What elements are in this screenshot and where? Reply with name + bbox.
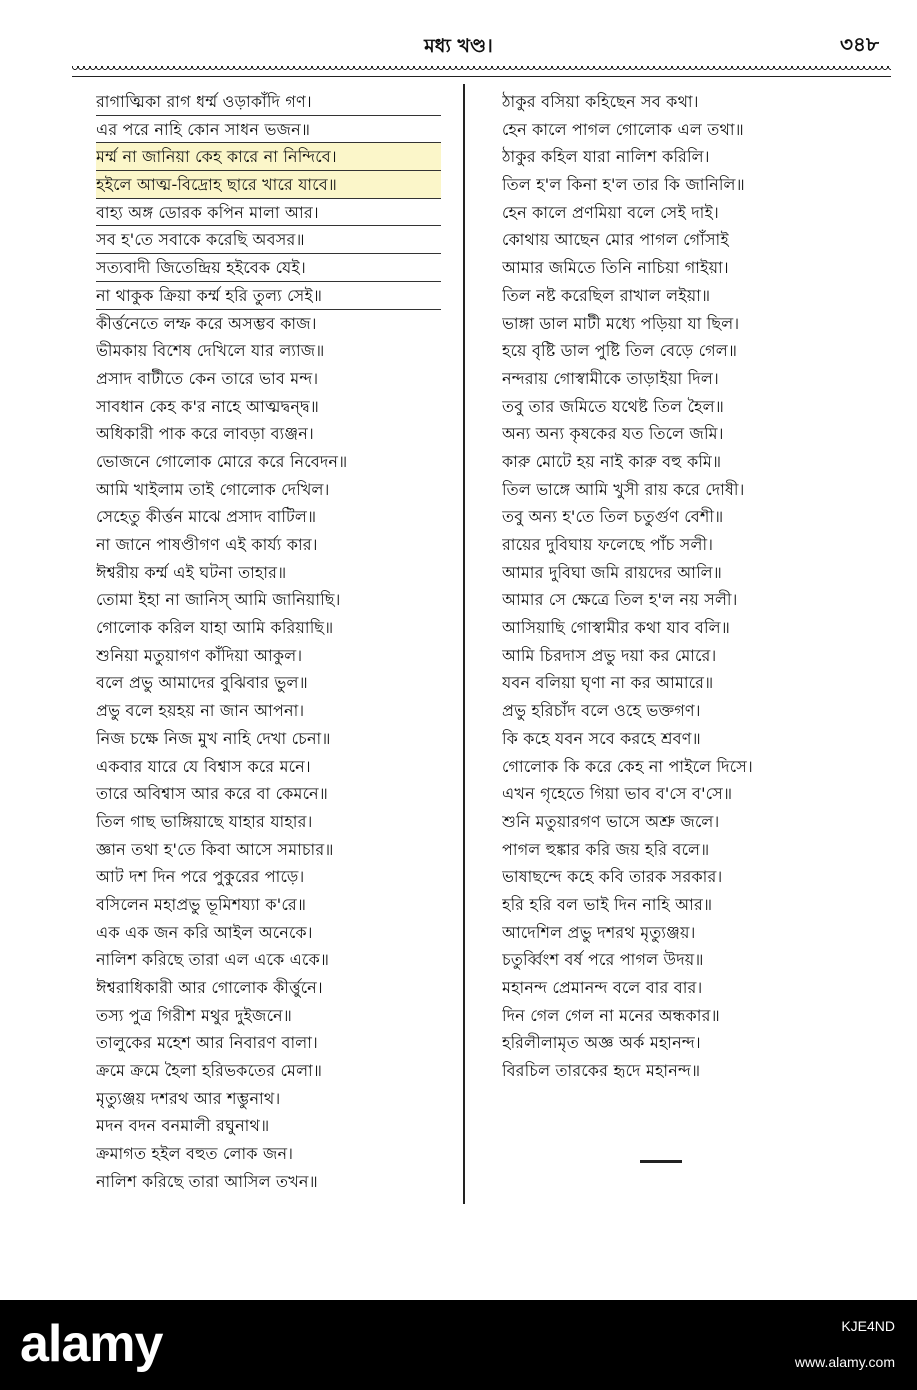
verse-line: তিল নষ্ট করেছিল রাখাল লইয়া॥ — [502, 285, 711, 305]
verse-line: মৃত্যুঞ্জয় দশরথ আর শম্ভুনাথ। — [96, 1088, 281, 1108]
verse-line: প্রভু বলে হয়হয় না জান আপনা। — [96, 701, 305, 721]
verse-line: তোমা ইহা না জানিস্ আমি জানিয়াছি। — [96, 590, 341, 610]
verse-line: আসিয়াছি গোস্বামীর কথা যাব বলি॥ — [502, 618, 730, 638]
verse-line: অধিকারী পাক করে লাবড়া ব্যঞ্জন। — [96, 424, 314, 444]
left-verse-column — [96, 88, 441, 1196]
verse-line: প্রভু হরিচাঁদ বলে ওহে ভক্তগণ। — [502, 701, 701, 721]
verse-line: হেন কালে প্রণমিয়া বলে সেই দাই। — [502, 202, 719, 222]
footer-url: www.alamy.com — [794, 1354, 895, 1370]
verse-line: ভাঙ্গা ডাল মাটী মধ্যে পড়িয়া যা ছিল। — [502, 313, 740, 333]
verse-line: তস্য পুত্র গিরীশ মথুর দুইজনে॥ — [96, 1005, 293, 1025]
header-rule — [72, 76, 891, 77]
verse-line: আদেশিল প্রভু দশরথ মৃত্যুঞ্জয়। — [502, 922, 696, 942]
verse-line: পাগল হুঙ্কার করি জয় হরি বলে॥ — [502, 839, 710, 859]
header-ornament-rule — [72, 66, 891, 74]
verse-line: হয়ে বৃষ্টি ডাল পুষ্টি তিল বেড়ে গেল॥ — [502, 341, 738, 361]
verse-line: না জানে পাষণ্ডীগণ এই কার্য্য কার। — [96, 535, 318, 554]
verse-line: হরিলীলামৃত অজ্ঞ অর্ক মহানন্দ। — [502, 1033, 701, 1053]
verse-line: আমার দুবিঘা জমি রায়দের আলি॥ — [502, 562, 723, 582]
verse-line: নিজ চক্ষে নিজ মুখ নাহি দেখা চেনা॥ — [96, 728, 331, 748]
verse-line: না থাকুক ক্রিয়া কর্ম্ম হরি তুল্য সেই॥ — [96, 282, 441, 310]
verse-line: তবু অন্য হ'তে তিল চতুর্গুণ বেশী॥ — [502, 507, 724, 527]
verse-line: কি কহে যবন সবে করহে শ্রবণ॥ — [502, 728, 701, 748]
verse-line: চতুর্ব্বিংশ বর্ষ পরে পাগল উদয়॥ — [502, 950, 704, 970]
verse-line: রাগাত্মিকা রাগ ধর্ম্ম ওড়াকাঁদি গণ। — [96, 88, 441, 116]
verse-line: প্রসাদ বাটীতে কেন তারে ভাব মন্দ। — [96, 368, 319, 388]
verse-line: আমার সে ক্ষেত্রে তিল হ'ল নয় সলী। — [502, 590, 738, 610]
chapter-end-dash — [640, 1160, 682, 1163]
verse-line: ঠাকুর কহিল যারা নালিশ করিলি। — [502, 147, 710, 167]
page-number: ৩৪৮ — [840, 32, 879, 56]
verse-line: সত্যবাদী জিতেন্দ্রিয় হইবেক যেই। — [96, 254, 441, 282]
verse-line: হইলে আত্ম-বিদ্রোহ ছারে খারে যাবে॥ — [96, 171, 441, 199]
verse-line: কোথায় আছেন মোর পাগল গোঁসাই — [502, 230, 729, 250]
verse-line: নালিশ করিছে তারা আসিল তখন॥ — [96, 1171, 318, 1191]
verse-line: জ্ঞান তথা হ'তে কিবা আসে সমাচার॥ — [96, 839, 334, 859]
verse-line: ভাষাছন্দে কহে কবি তারক সরকার। — [502, 867, 723, 887]
right-verse-column — [502, 88, 862, 1085]
verse-line: দিন গেল গেল না মনের অন্ধকার॥ — [502, 1005, 720, 1025]
verse-line: তালুকের মহেশ আর নিবারণ বালা। — [96, 1033, 318, 1053]
verse-line: বসিলেন মহাপ্রভু ভূমিশয্যা ক'রে॥ — [96, 894, 307, 914]
verse-line: তারে অবিশ্বাস আর করে বা কেমনে॥ — [96, 784, 329, 804]
verse-line: মদন বদন বনমালী রঘুনাথ॥ — [96, 1116, 270, 1136]
verse-line: গোলোক করিল যাহা আমি করিয়াছি॥ — [96, 618, 334, 638]
verse-line: আমার জমিতে তিনি নাচিয়া গাইয়া। — [502, 258, 729, 278]
verse-line: এর পরে নাহি কোন সাধন ভজন॥ — [96, 116, 441, 144]
verse-line: সাবধান কেহ ক'র নাহে আত্মদ্বন্দ্ব॥ — [96, 396, 320, 416]
verse-line: হরি হরি বল ভাই দিন নাহি আর॥ — [502, 894, 713, 914]
verse-line: মহানন্দ প্রেমানন্দ বলে বার বার। — [502, 978, 703, 997]
verse-line: আট দশ দিন পরে পুকুরের পাড়ে। — [96, 867, 305, 887]
verse-line: বিরচিল তারকের হৃদে মহানন্দ॥ — [502, 1061, 701, 1081]
verse-line: নালিশ করিছে তারা এল একে একে॥ — [96, 950, 330, 970]
verse-line: মর্ম্ম না জানিয়া কেহ কারে না নিন্দিবে। — [96, 143, 441, 171]
verse-line: এখন গৃহেতে গিয়া ভাব ব'সে ব'সে॥ — [502, 784, 733, 804]
verse-line: শুনি মতুয়ারগণ ভাসে অশ্রু জলে। — [502, 811, 720, 831]
verse-line: ঈশ্বরাধিকারী আর গোলোক কীর্ত্তুনে। — [96, 978, 323, 997]
verse-line: তিল ভাঙ্গে আমি খুসী রায় করে দোষী। — [502, 479, 745, 499]
verse-line: আমি খাইলাম তাই গোলোক দেখিল। — [96, 479, 330, 499]
verse-line: ভীমকায় বিশেষ দেখিলে যার ল্যাজ॥ — [96, 341, 325, 361]
verse-line: রায়ের দুবিঘায় ফলেছে পাঁচ সলী। — [502, 535, 714, 554]
verse-line: কারু মোটে হয় নাই কারু বহু কমি॥ — [502, 451, 722, 471]
verse-line: তিল হ'ল কিনা হ'ল তার কি জানিলি॥ — [502, 175, 745, 195]
section-title: মধ্য খণ্ড। — [424, 35, 493, 57]
verse-line: কীর্ত্তনেতে লম্ফ করে অসম্ভব কাজ। — [96, 313, 317, 333]
verse-line: যবন বলিয়া ঘৃণা না কর আমারে॥ — [502, 673, 714, 693]
column-divider — [463, 84, 465, 1204]
verse-line: ক্রমে ক্রমে হৈলা হরিভকতের মেলা॥ — [96, 1061, 323, 1081]
verse-line: ভোজনে গোলোক মোরে করে নিবেদন॥ — [96, 451, 348, 471]
verse-line: গোলোক কি করে কেহ না পাইলে দিসে। — [502, 756, 753, 776]
verse-line: একবার যারে যে বিশ্বাস করে মনে। — [96, 756, 311, 776]
verse-line: ঠাকুর বসিয়া কহিছেন সব কথা। — [502, 92, 699, 111]
verse-line: সেহেতু কীর্ত্তন মাঝে প্রসাদ বাটিল॥ — [96, 507, 317, 527]
verse-line: নন্দরায় গোস্বামীকে তাড়াইয়া দিল। — [502, 368, 719, 388]
verse-line: এক এক জন করি আইল অনেকে। — [96, 922, 313, 942]
verse-line: বাহ্য অঙ্গ ডোরক কপিন মালা আর। — [96, 199, 441, 227]
verse-line: অন্য অন্য কৃষকের যত তিলে জমি। — [502, 424, 724, 444]
verse-line: হেন কালে পাগল গোলোক এল তথা॥ — [502, 119, 744, 139]
verse-line: তবু তার জমিতে যথেষ্ট তিল হৈল॥ — [502, 396, 724, 416]
alamy-logo: alamy — [20, 1315, 163, 1373]
verse-line: শুনিয়া মতুয়াগণ কাঁদিয়া আকুল। — [96, 645, 303, 665]
verse-line: বলে প্রভু আমাদের বুঝিবার ভুল॥ — [96, 673, 308, 693]
verse-line: সব হ'তে সবাকে করেছি অবসর॥ — [96, 226, 441, 254]
image-code: KJE4ND — [841, 1318, 895, 1334]
verse-line: ক্রমাগত হইল বহুত লোক জন। — [96, 1144, 294, 1164]
verse-line: আমি চিরদাস প্রভু দয়া কর মোরে। — [502, 645, 717, 665]
watermark-footer — [0, 1300, 917, 1390]
verse-line: ঈশ্বরীয় কর্ম্ম এই ঘটনা তাহার॥ — [96, 562, 287, 582]
verse-line: তিল গাছ ভাঙ্গিয়াছে যাহার যাহার। — [96, 811, 313, 831]
